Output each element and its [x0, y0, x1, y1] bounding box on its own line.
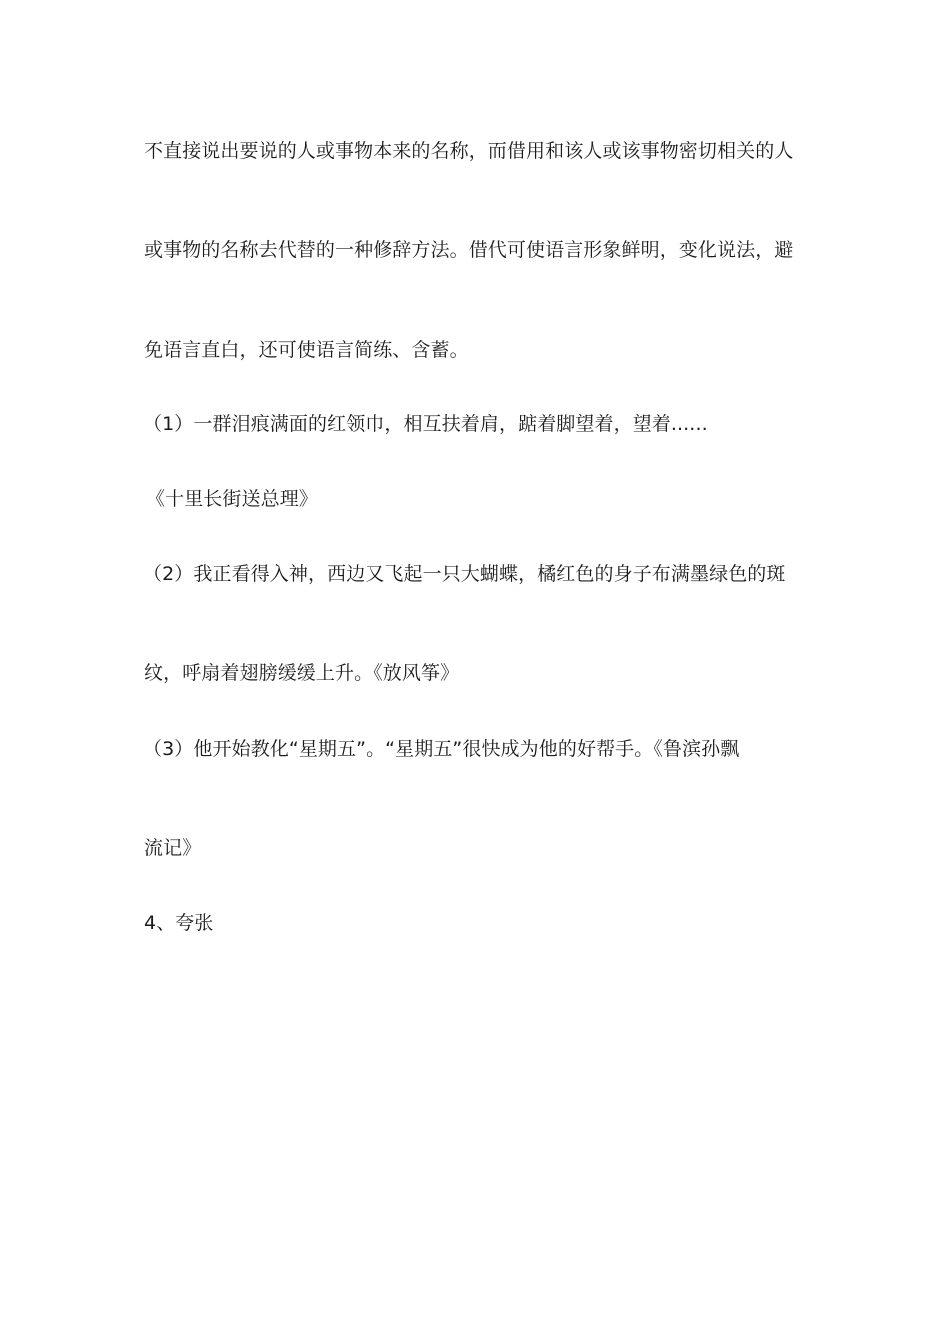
example-3-text: （3）他开始教化“星期五”。“星期五”很快成为他的好帮手。《鲁滨孙飘 [143, 738, 740, 760]
paragraph-line-3: 免语言直白，还可使语言简练、含蓄。 [144, 339, 469, 361]
paragraph-line-1: 不直接说出要说的人或事物本来的名称，而借用和该人或该事物密切相关的人 [144, 140, 794, 162]
paragraph-line-2: 或事物的名称去代替的一种修辞方法。借代可使语言形象鲜明，变化说法，避 [144, 239, 794, 261]
example-3-text-continued: 流记》 [144, 837, 202, 859]
example-1-source: 《十里长街送总理》 [146, 488, 318, 510]
example-2-text-continued: 纹，呼扇着翅膀缓缓上升。《放风筝》 [144, 662, 460, 684]
section-heading-hyperbole: 4、夸张 [144, 912, 214, 934]
example-2-text: （2）我正看得入神，西边又飞起一只大蝴蝶，橘红色的身子布满墨绿色的斑 [143, 563, 786, 585]
example-1-text: （1）一群泪痕满面的红领巾，相互扶着肩，踮着脚望着，望着...... [143, 413, 708, 435]
